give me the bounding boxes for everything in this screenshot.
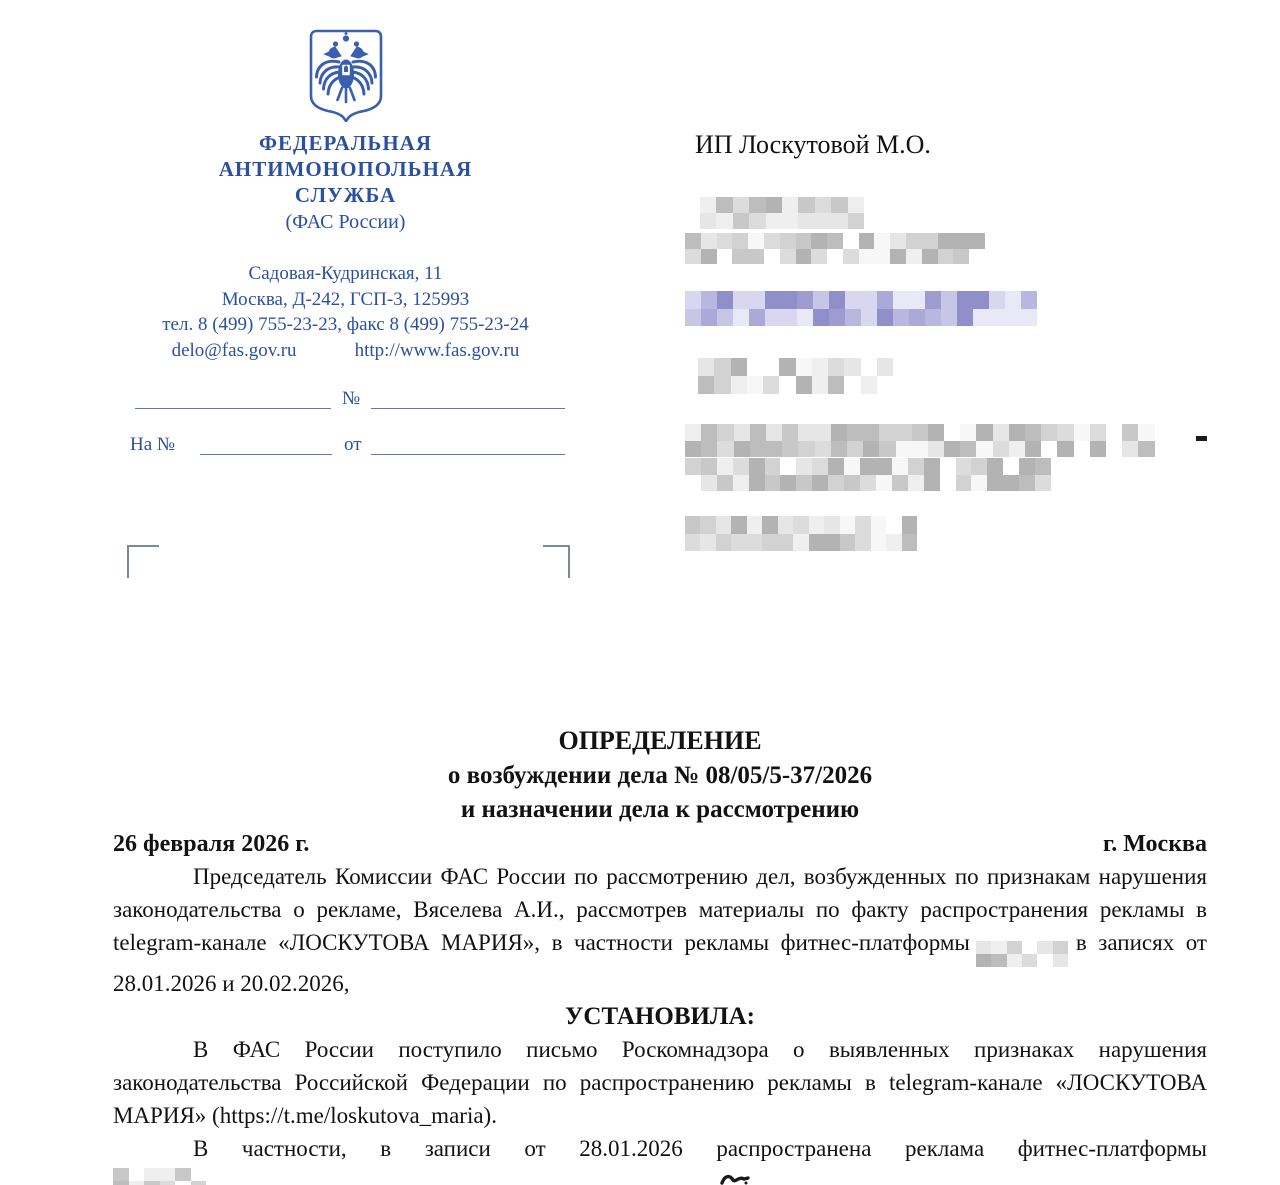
org-name-line3: СЛУЖБА: [294, 183, 397, 207]
org-address-block: [118, 261, 573, 363]
addressee-name: ИП Лоскутовой М.О.: [695, 130, 931, 159]
coat-of-arms-emblem: [304, 26, 388, 122]
number-sign-label: №: [342, 388, 361, 409]
redacted-platform-name-block: [113, 1168, 206, 1185]
letterhead: [118, 26, 573, 363]
org-email: delo@fas.gov.ru: [171, 339, 297, 361]
paragraph-letter-received: В ФАС России поступило письмо Роскомнадзора о выявленных признаках нарушения законодательства Российской Федерации по распространению рекламы в telegram-канале «ЛОСКУТОВА МАРИЯ» (https://t.me/loskutova_maria).: [113, 1036, 1207, 1128]
org-name-abbrev: (ФАС России): [285, 211, 406, 233]
address-zone-corner-left: [127, 545, 159, 578]
redacted-platform-name-inline: [976, 941, 1068, 967]
document-subtitle-purpose: и назначении дела к рассмотрению: [460, 796, 860, 823]
redacted-address-line-1: [700, 197, 897, 229]
redacted-address-line-2: [685, 233, 985, 264]
reply-number-blank-line: [200, 432, 332, 455]
paragraph-preamble-dates: в записях от 28.01.2026 и 20.02.2026,: [113, 929, 1207, 996]
outgoing-date-blank-line: [371, 386, 565, 409]
redaction-dash: [1196, 436, 1207, 441]
reply-date-blank-line: [371, 432, 565, 455]
paragraph-preamble-text: Председатель Комиссии ФАС России по рассмотрению дел, возбужденных по признакам нарушения законодательства о рекламе, Вяселева А.И., рассмотрев материалы по факту распространения рекламы в telegram-канале «ЛОСКУТОВА МАРИЯ», в частности рекламы фитнес-платформы: [113, 863, 1207, 955]
outgoing-number-blank-line: [135, 386, 331, 409]
org-name-line2: АНТИМОНОПОЛЬНАЯ: [218, 157, 473, 181]
org-address-city: Москва, Д-242, ГСП-3, 125993: [221, 288, 470, 310]
document-subtitle-case-number: о возбуждении дела № 08/05/5-37/2026: [447, 761, 873, 789]
org-website: http://www.fas.gov.ru: [354, 339, 520, 361]
paragraph-preamble: [113, 860, 1207, 1000]
org-address-street: Садовая-Кудринская, 11: [248, 263, 443, 284]
reply-to-number-label: На №: [130, 434, 176, 455]
address-zone-corner-right: [543, 545, 570, 578]
cutoff-glyph: [719, 1171, 751, 1185]
document-body: [113, 724, 1207, 1185]
paragraph-record-date: В частности, в записи от 28.01.2026 распространена реклама фитнес-платформы: [193, 1135, 1207, 1161]
document-date: 26 февраля 2026 г.: [113, 830, 310, 857]
redacted-address-line-4: [685, 424, 1187, 457]
org-contacts-row: [118, 338, 573, 364]
resolved-heading: УСТАНОВИЛА:: [565, 1002, 755, 1030]
date-city-row: [113, 829, 1207, 860]
reply-from-label: от: [344, 434, 362, 455]
redacted-address-line-6: [685, 516, 917, 551]
document-title: ОПРЕДЕЛЕНИЕ: [558, 726, 762, 755]
redacted-address-line-3: [698, 358, 893, 394]
redacted-address-line-5: [685, 458, 1051, 491]
org-phone-fax: тел. 8 (499) 755-23-23, факс 8 (499) 755-23-24: [162, 314, 529, 335]
redacted-address-highlighted-line: [685, 291, 1037, 326]
org-name-line1: ФЕДЕРАЛЬНАЯ: [258, 131, 432, 155]
document-city: г. Москва: [1103, 830, 1207, 857]
